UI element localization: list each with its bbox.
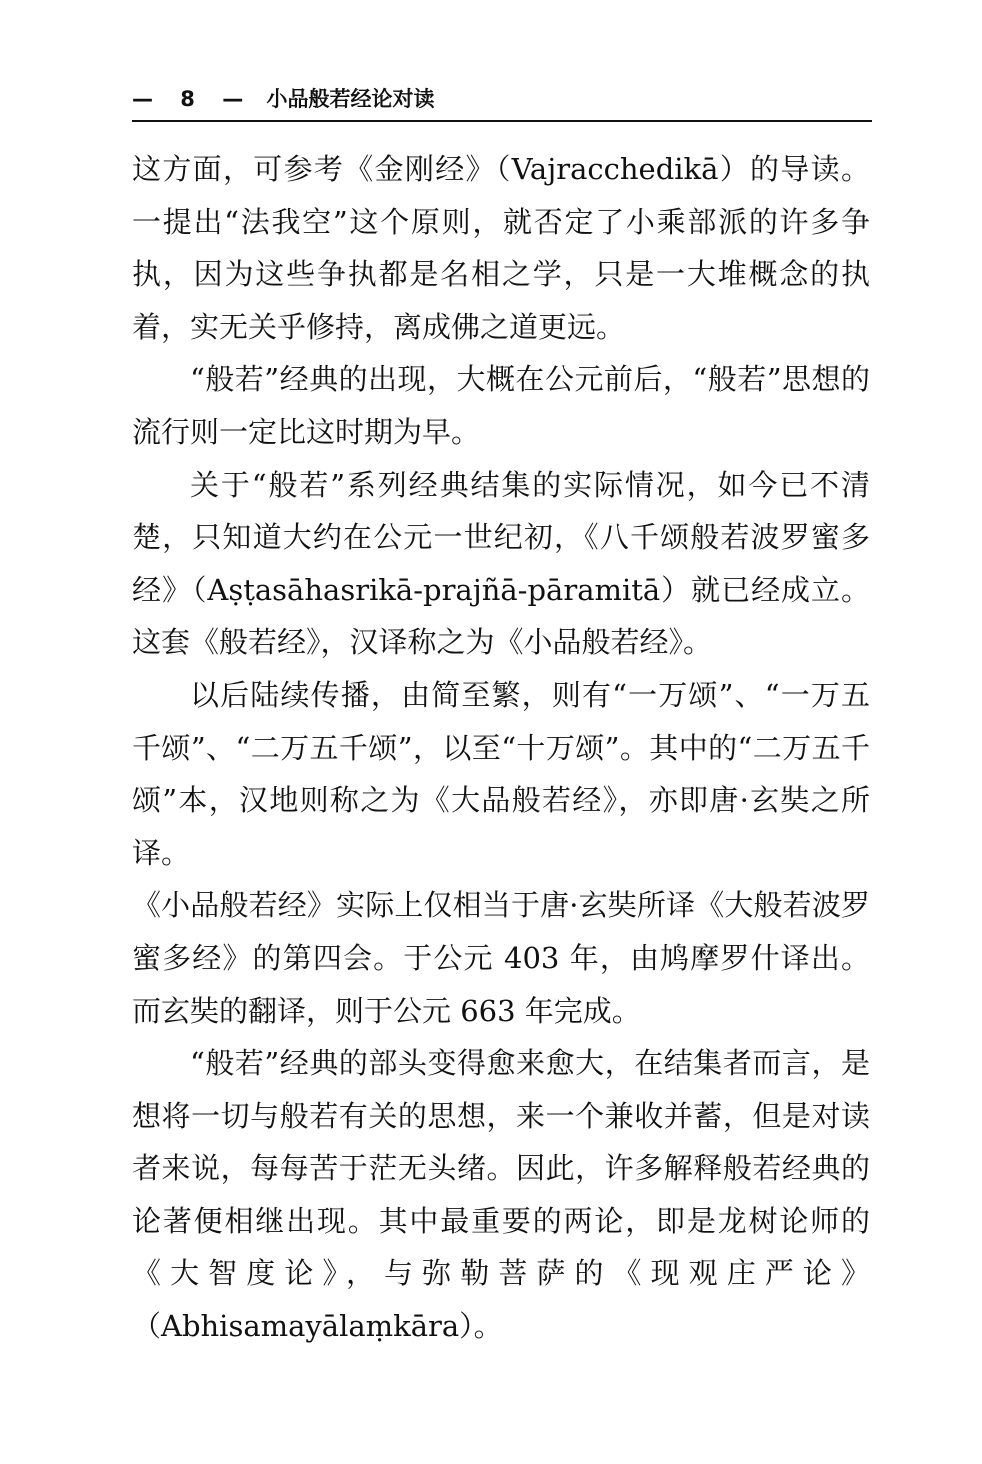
book-title: 小品般若经论对读	[266, 87, 435, 111]
paragraph-6: “般若”经典的部头变得愈来愈大，在结集者而言，是想将一切与般若有关的思想，来一个兼收并蓄，但是对读者来说，每每苦于茫无头绪。因此，许多解释般若经典的论著便相继出现。其中最重要的两论，即是龙树论师的《大智度论》，与弥勒菩萨的《现观庄严论》（Abhisamayālaṃkāra）。	[132, 1046, 870, 1344]
paragraph-4: 以后陆续传播，由简至繁，则有“一万颂”、“一万五千颂”、“二万五千颂”，以至“十万颂”。其中的“二万五千颂”本，汉地则称之为《大品般若经》，亦即唐·玄奘之所译。	[132, 677, 870, 870]
page-number: — 8 —	[132, 87, 254, 111]
body-text	[132, 143, 870, 1353]
paragraph-5: 《小品般若经》实际上仅相当于唐·玄奘所译《大般若波罗蜜多经》的第四会。于公元 403 年，由鸠摩罗什译出。而玄奘的翻译，则于公元 663 年完成。	[132, 888, 870, 1028]
paragraph-2: “般若”经典的出现，大概在公元前后，“般若”思想的流行则一定比这时期为早。	[132, 362, 870, 449]
paragraph-3: 关于“般若”系列经典结集的实际情况，如今已不清楚，只知道大约在公元一世纪初，《八千颂般若波罗蜜多经》（Aṣṭasāhasrikā-prajñā-pāramitā）就已经成立。这套《般若经》，汉译称之为《小品般若经》。	[132, 467, 870, 660]
paragraph-1: 这方面，可参考《金刚经》（Vajracchedikā）的导读。一提出“法我空”这个原则，就否定了小乘部派的许多争执，因为这些争执都是名相之学，只是一大堆概念的执着，实无关乎修持，离成佛之道更远。	[132, 152, 870, 344]
running-header	[132, 82, 872, 122]
